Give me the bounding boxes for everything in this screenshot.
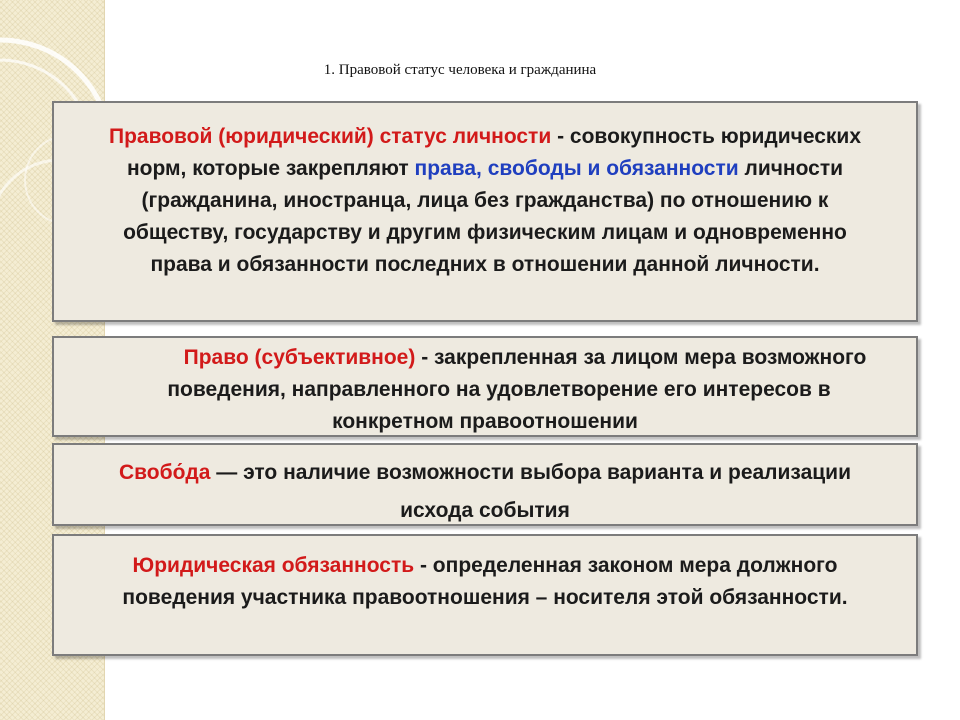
definition-body: - совокупность юридических норм, которые закрепляют (126, 125, 861, 180)
definition-line: поведения, направленного на удовлетворение его интересов в (167, 378, 831, 401)
definition-box-freedom (52, 443, 918, 526)
definition-box-legal-duty (52, 534, 918, 656)
definition-body: личности (гражданина, иностранца, лица без гражданства) по отношению к обществу, государству и другим физическим лицам и одновременно права и обязанности последних в отношении данной личности. (123, 157, 847, 276)
definition-term: Правовой (юридический) статус личности (108, 125, 552, 148)
definition-body: - определенная законом мера должного поведения участника правоотношения – носителя этой обязанности. (122, 554, 848, 609)
definition-term: Право (субъективное) (183, 346, 416, 369)
definition-text (94, 121, 876, 281)
slide-title: 1. Правовой статус человека и гражданина (323, 62, 597, 78)
definition-box-subjective-right (52, 336, 918, 437)
definition-highlight: права, свободы и обязанности (414, 157, 739, 180)
definition-term: Свобо́да (118, 461, 211, 484)
definition-term: Юридическая обязанность (132, 554, 415, 577)
definition-line: конкретном правоотношении (332, 410, 638, 433)
definition-text (94, 454, 876, 530)
definition-box-legal-status (52, 101, 918, 322)
definition-body: - закрепленная за лицом мера возможного (415, 346, 867, 369)
definition-text (94, 550, 876, 614)
definition-body: — это наличие возможности выбора варианта и реализации исхода события (210, 461, 851, 522)
definition-line (94, 342, 956, 374)
